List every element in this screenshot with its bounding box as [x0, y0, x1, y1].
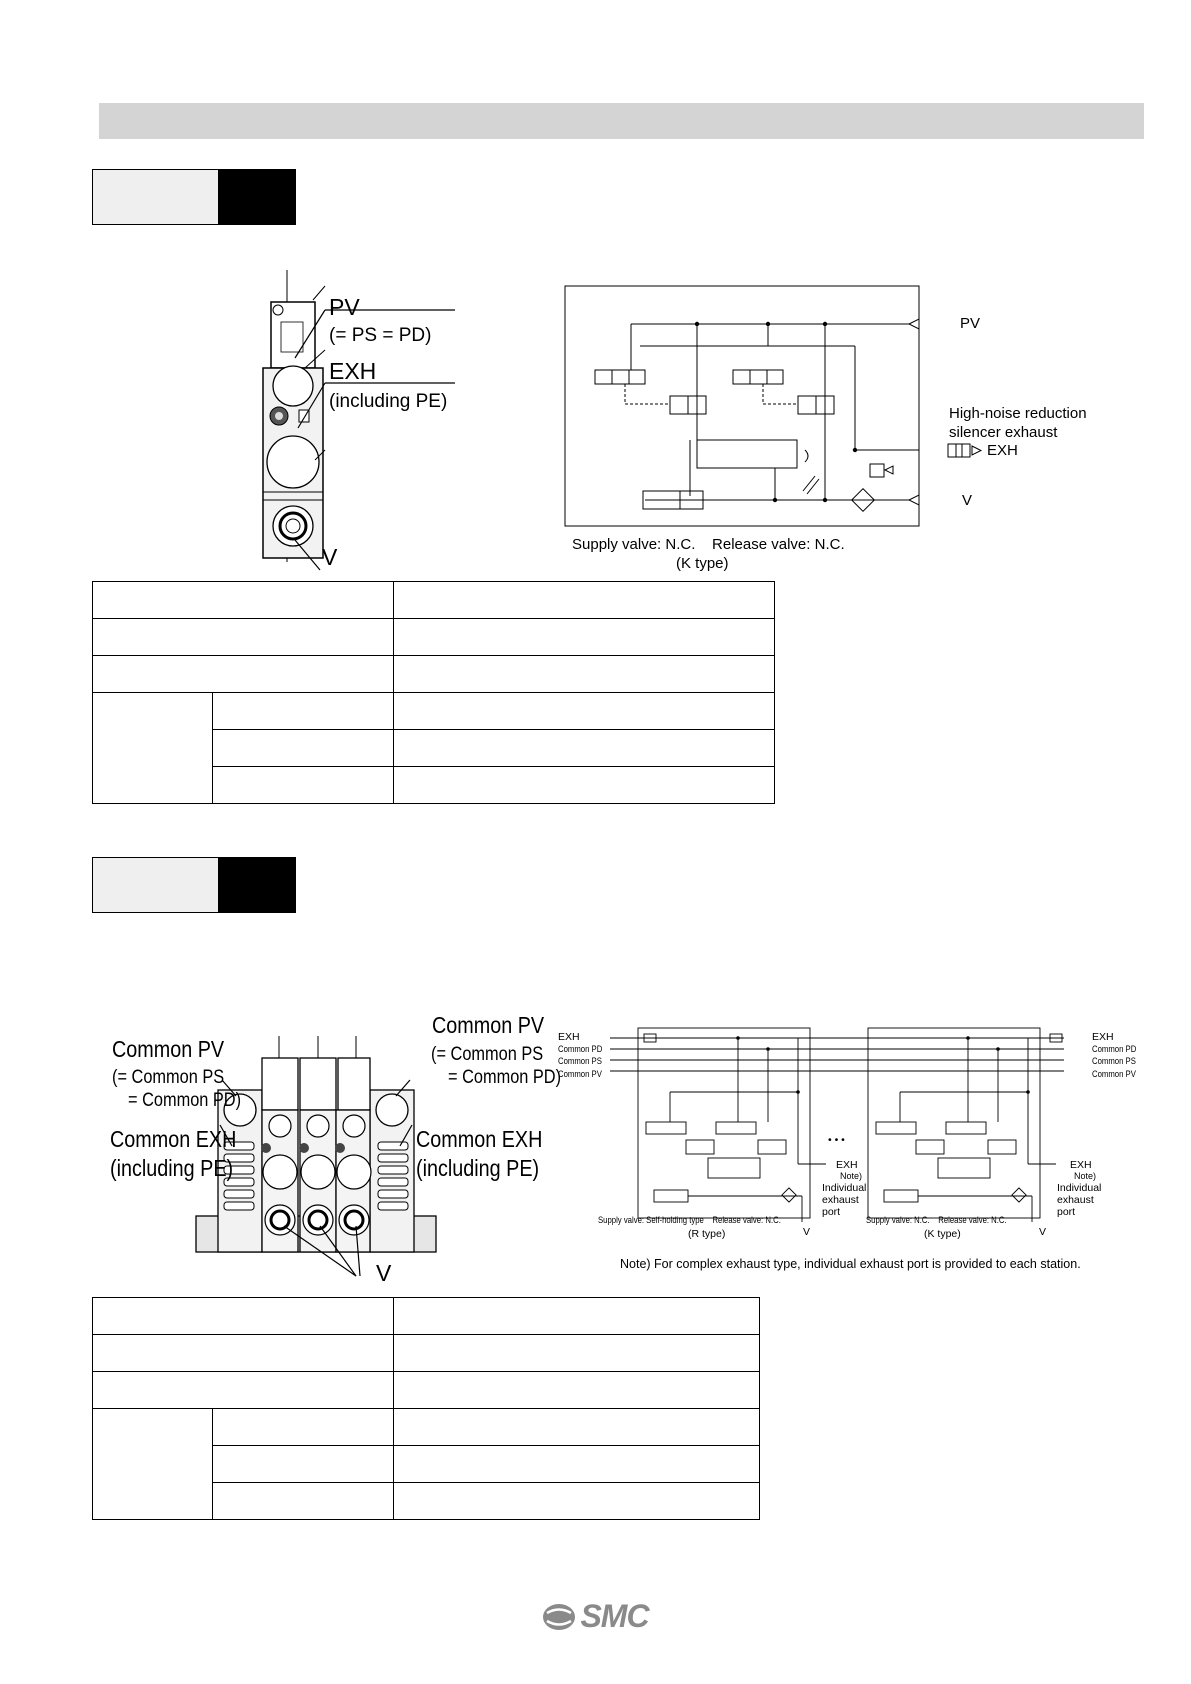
circuit-type-caption: (K type): [676, 555, 729, 572]
spec-table-2-cell: [394, 1409, 760, 1446]
mcircuit-exh-mid: EXH: [836, 1159, 858, 1171]
spec-table-1-cell: [213, 730, 394, 767]
pv-equiv-label: (= PS = PD): [329, 325, 432, 346]
mcircuit-v-left: V: [803, 1226, 811, 1238]
common-ps-left-label: (= Common PS: [112, 1067, 225, 1088]
common-pd-left-label: = Common PD): [128, 1090, 242, 1111]
section-1-tag: [92, 169, 296, 225]
common-pv-left-label: Common PV: [112, 1036, 225, 1062]
spec-table-2-cell: [394, 1335, 760, 1372]
section-2-tag-marker: [218, 858, 295, 912]
circuit-exh-label: EXH: [987, 442, 1018, 459]
spec-table-2-cell: [213, 1409, 394, 1446]
spec-table-2-cell: [93, 1409, 213, 1520]
spec-table-1-cell: [93, 582, 394, 619]
silencer-symbol: [948, 442, 982, 460]
section-2-tag: [92, 857, 296, 913]
mcircuit-exh-right: EXH: [1092, 1031, 1114, 1043]
manifold-v-label: V: [376, 1260, 392, 1286]
mcircuit-common-ps-right: Common PS: [1092, 1056, 1136, 1066]
smc-logo-text: SMC: [580, 1598, 649, 1634]
common-exh-left-label: Common EXH: [110, 1126, 237, 1152]
spec-table-2-cell: [394, 1483, 760, 1520]
mcircuit-common-pv-left: Common PV: [558, 1069, 602, 1079]
mcircuit-caption-r: Supply valve: Self-holding type Release valve: N.C.: [598, 1215, 781, 1225]
smc-logo: [0, 1598, 1191, 1637]
mcircuit-type-k: (K type): [924, 1228, 961, 1240]
mcircuit-v-right: V: [1039, 1226, 1047, 1238]
section-1-tag-marker: [218, 170, 295, 224]
spec-table-2-cell: [213, 1446, 394, 1483]
mcircuit-note-mid: Note): [840, 1171, 863, 1181]
spec-table-2-cell: [394, 1298, 760, 1335]
spec-table-1: [92, 581, 775, 804]
v-label: V: [322, 544, 338, 570]
spec-table-2-cell: [93, 1372, 394, 1409]
pv-label: PV: [329, 294, 360, 320]
spec-table-1-cell: [213, 693, 394, 730]
exh-label: EXH: [329, 358, 377, 384]
common-pv-right-label: Common PV: [432, 1012, 545, 1038]
spec-table-1-cell: [93, 693, 213, 804]
mcircuit-individual-end: Individual: [1057, 1182, 1102, 1194]
spec-table-2-cell: [394, 1372, 760, 1409]
spec-table-2-cell: [93, 1298, 394, 1335]
circuit-noise-line2: silencer exhaust: [949, 424, 1058, 441]
mcircuit-dots: • • •: [828, 1134, 845, 1146]
mcircuit-port-mid: port: [822, 1206, 841, 1218]
smc-swirl-icon: [542, 1602, 576, 1632]
mcircuit-common-ps-left: Common PS: [558, 1056, 602, 1066]
circuit-noise-line1: High-noise reduction: [949, 405, 1087, 422]
spec-table-1-cell: [213, 767, 394, 804]
mcircuit-note-end: Note): [1074, 1171, 1097, 1181]
mcircuit-common-pd-right: Common PD: [1092, 1044, 1137, 1054]
mcircuit-exh-left: EXH: [558, 1031, 580, 1043]
spec-table-1-cell: [394, 619, 775, 656]
including-pe-left-label: (including PE): [110, 1155, 234, 1181]
exh-including-label: (including PE): [329, 391, 448, 412]
spec-table-2-cell: [213, 1483, 394, 1520]
mcircuit-individual-mid: Individual: [822, 1182, 867, 1194]
header-bar: [99, 103, 1144, 139]
spec-table-2-cell: [93, 1335, 394, 1372]
mcircuit-exh-end: EXH: [1070, 1159, 1092, 1171]
spec-table-1-cell: [394, 693, 775, 730]
spec-table-1-cell: [394, 767, 775, 804]
mcircuit-type-r: (R type): [688, 1228, 726, 1240]
common-pd-right-label: = Common PD): [448, 1067, 562, 1088]
mcircuit-exhaust-mid: exhaust: [822, 1194, 859, 1206]
common-ps-right-label: (= Common PS: [431, 1044, 544, 1065]
circuit-v-label: V: [962, 492, 973, 509]
spec-table-2-cell: [394, 1446, 760, 1483]
mcircuit-exhaust-end: exhaust: [1057, 1194, 1094, 1206]
mcircuit-note: Note) For complex exhaust type, individual exhaust port is provided to each station.: [620, 1257, 1081, 1271]
including-pe-right-label: (including PE): [416, 1155, 540, 1181]
circuit-pv-label: PV: [960, 315, 981, 332]
single-circuit-diagram: [565, 286, 919, 526]
mcircuit-port-end: port: [1057, 1206, 1076, 1218]
spec-table-1-cell: [394, 582, 775, 619]
spec-table-1-cell: [394, 730, 775, 767]
spec-table-2: [92, 1297, 760, 1520]
common-exh-right-label: Common EXH: [416, 1126, 543, 1152]
mcircuit-caption-k: Supply valve: N.C. Release valve: N.C.: [866, 1215, 1007, 1225]
spec-table-1-cell: [93, 656, 394, 693]
spec-table-1-cell: [394, 656, 775, 693]
mcircuit-common-pv-right: Common PV: [1092, 1069, 1136, 1079]
circuit-valve-caption: Supply valve: N.C. Release valve: N.C.: [572, 536, 845, 553]
spec-table-1-cell: [93, 619, 394, 656]
mcircuit-common-pd-left: Common PD: [558, 1044, 603, 1054]
